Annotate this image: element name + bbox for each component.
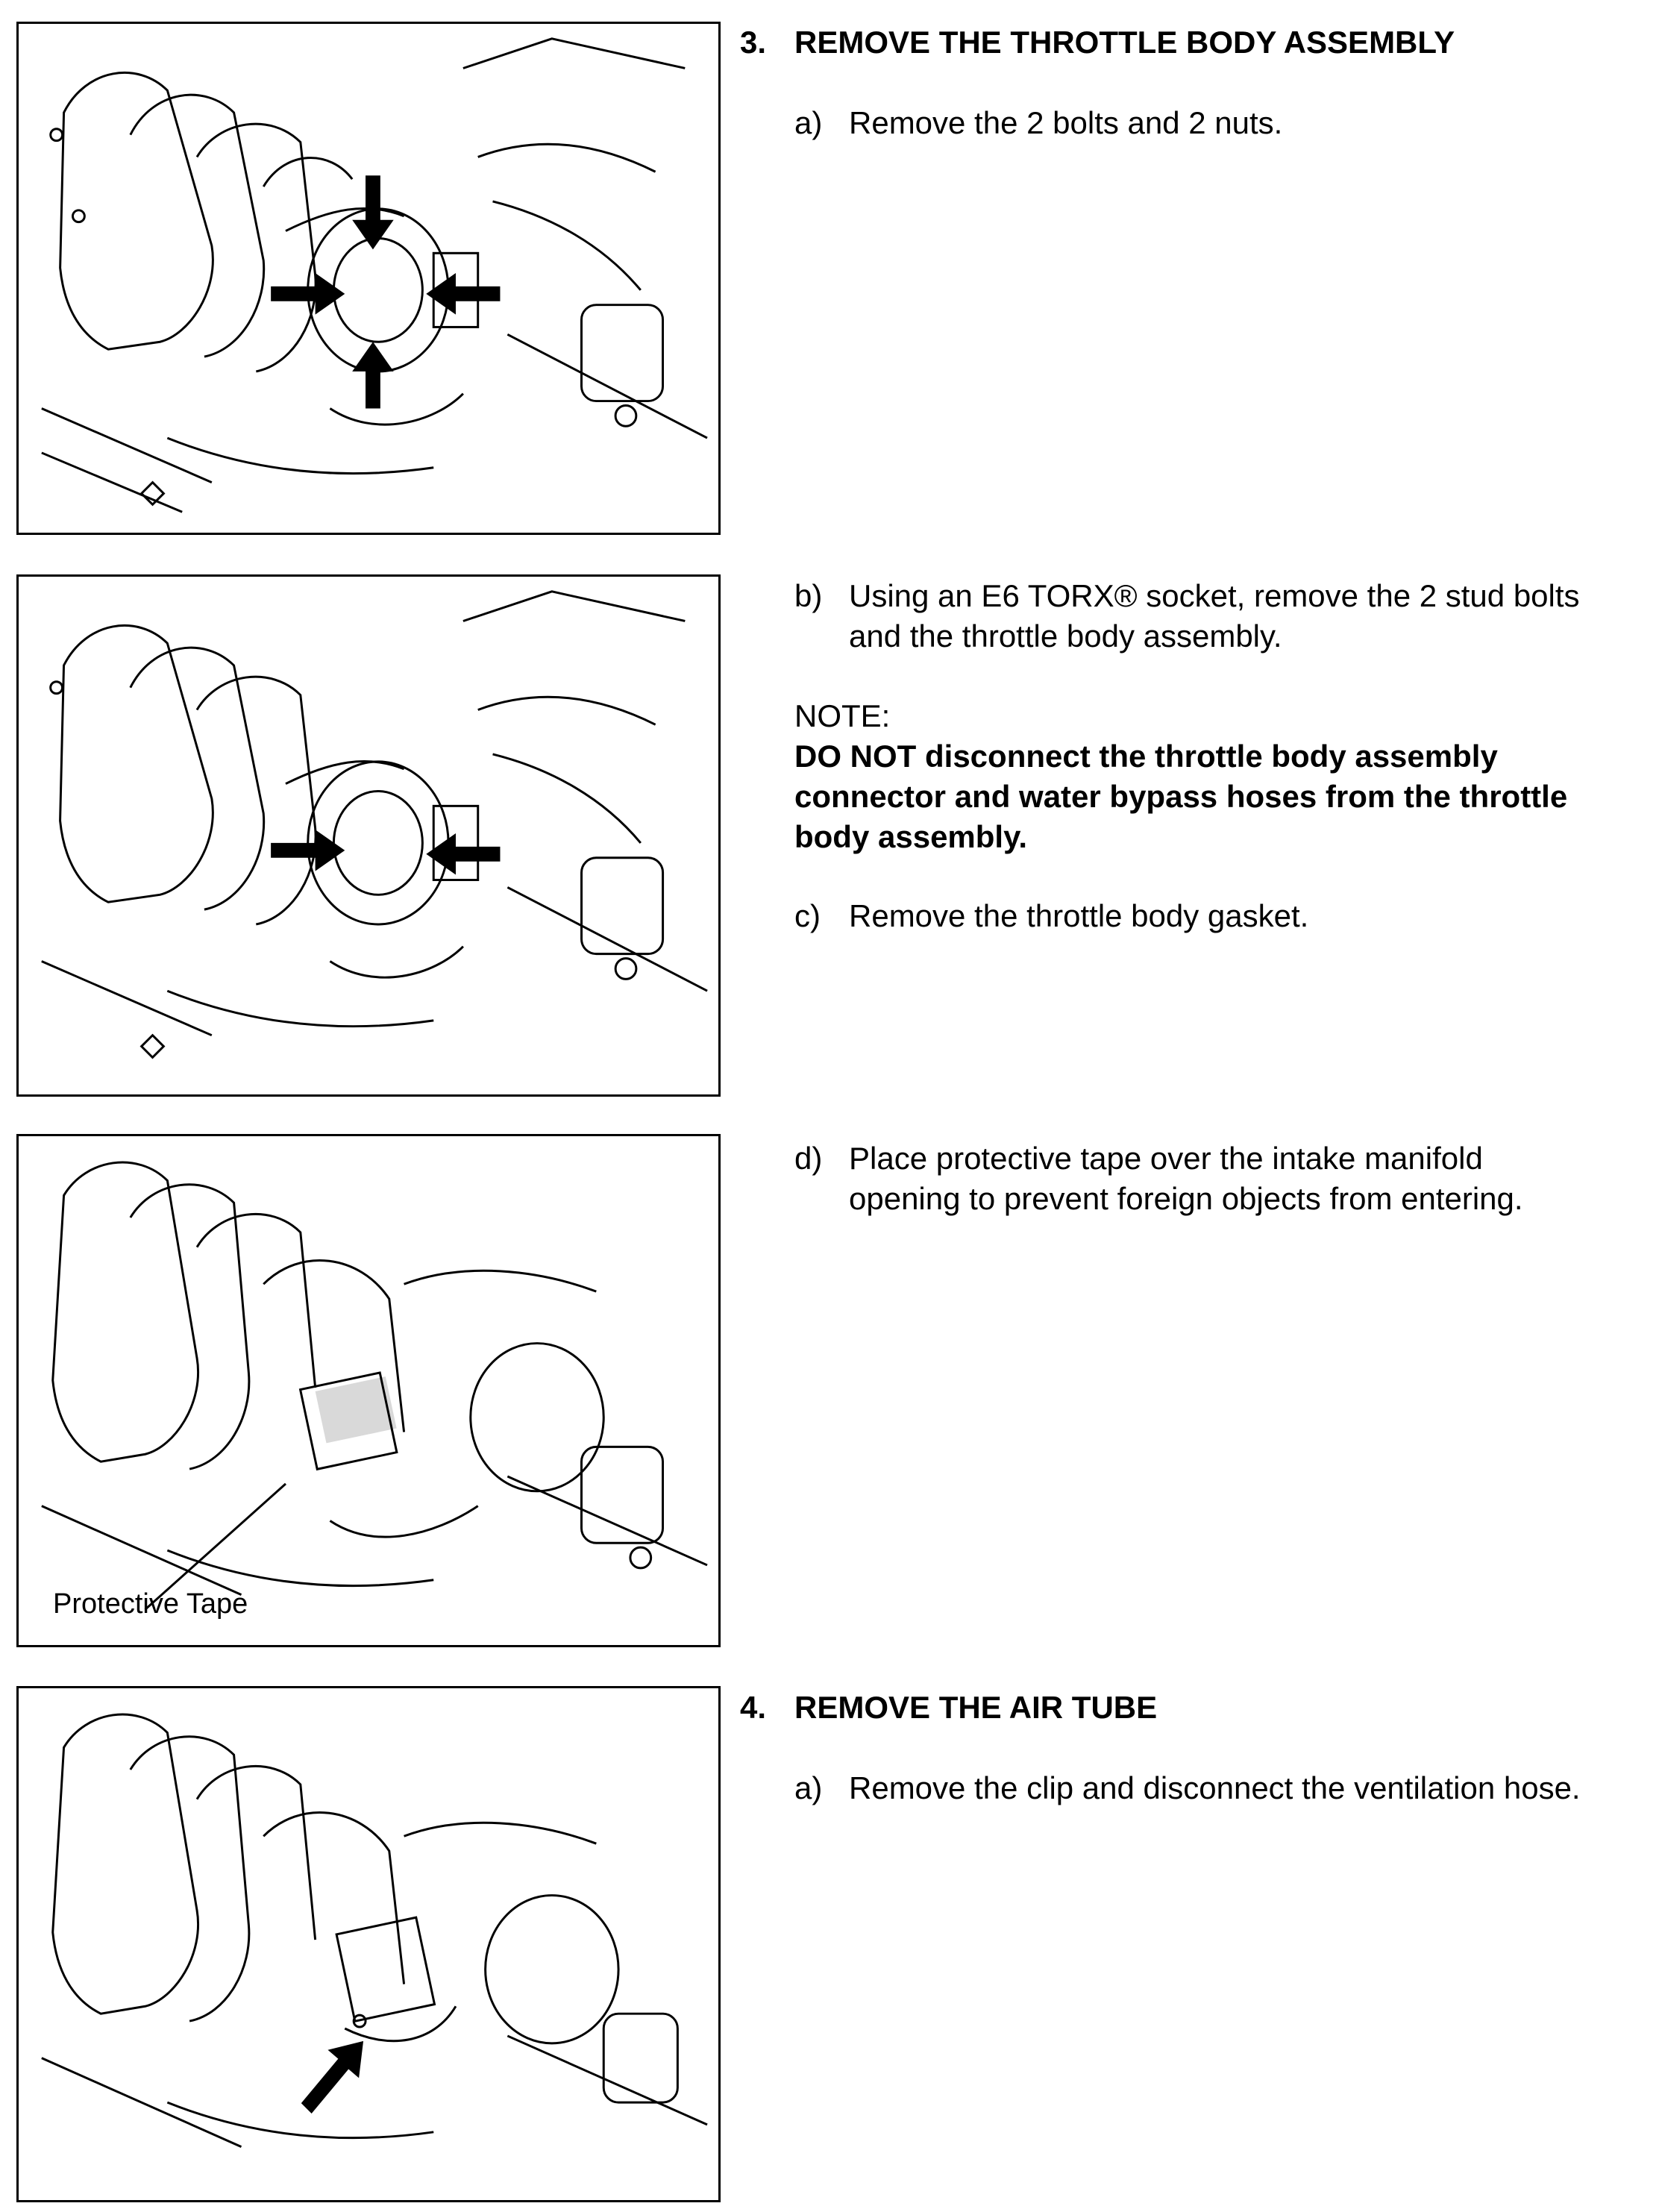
step-3a-text: Remove the 2 bolts and 2 nuts. [849, 105, 1283, 140]
step-3c-text: Remove the throttle body gasket. [849, 898, 1309, 933]
note-line3: body assembly. [794, 819, 1028, 854]
note-line1: DO NOT disconnect the throttle body assembly [794, 739, 1498, 774]
note-line2: connector and water bypass hoses from the throttle [794, 779, 1568, 814]
arrow-icon [301, 2041, 363, 2114]
step-3d-line2: opening to prevent foreign objects from entering. [849, 1181, 1523, 1216]
engine-illustration [19, 1688, 718, 2200]
step-3d-line1: Place protective tape over the intake manifold [849, 1141, 1483, 1176]
figure-bolts-nuts [16, 22, 721, 535]
step-4-number: 4. [740, 1690, 767, 1725]
note-heading: NOTE: [794, 698, 891, 733]
arrow-icons [271, 830, 500, 874]
figure-air-tube [16, 1686, 721, 2202]
step-3a-label: a) [794, 105, 823, 140]
step-3b-line1: Using an E6 TORX® socket, remove the 2 stud bolts [849, 578, 1580, 613]
step-3b-line2: and the throttle body assembly. [849, 618, 1282, 654]
protective-tape-callout: Protective Tape [53, 1588, 248, 1620]
figure-stud-bolts [16, 574, 721, 1097]
engine-illustration [19, 24, 718, 533]
step-3c-label: c) [794, 898, 821, 933]
step-4a-label: a) [794, 1770, 823, 1805]
figure-protective-tape [16, 1134, 721, 1647]
engine-illustration [19, 577, 718, 1094]
engine-illustration [19, 1136, 718, 1645]
step-4a-text: Remove the clip and disconnect the ventilation hose. [849, 1770, 1581, 1805]
step-3-number: 3. [740, 25, 767, 60]
step-4-title: REMOVE THE AIR TUBE [794, 1690, 1158, 1725]
step-3d-label: d) [794, 1141, 823, 1176]
step-3-title: REMOVE THE THROTTLE BODY ASSEMBLY [794, 25, 1455, 60]
step-3b-label: b) [794, 578, 823, 613]
